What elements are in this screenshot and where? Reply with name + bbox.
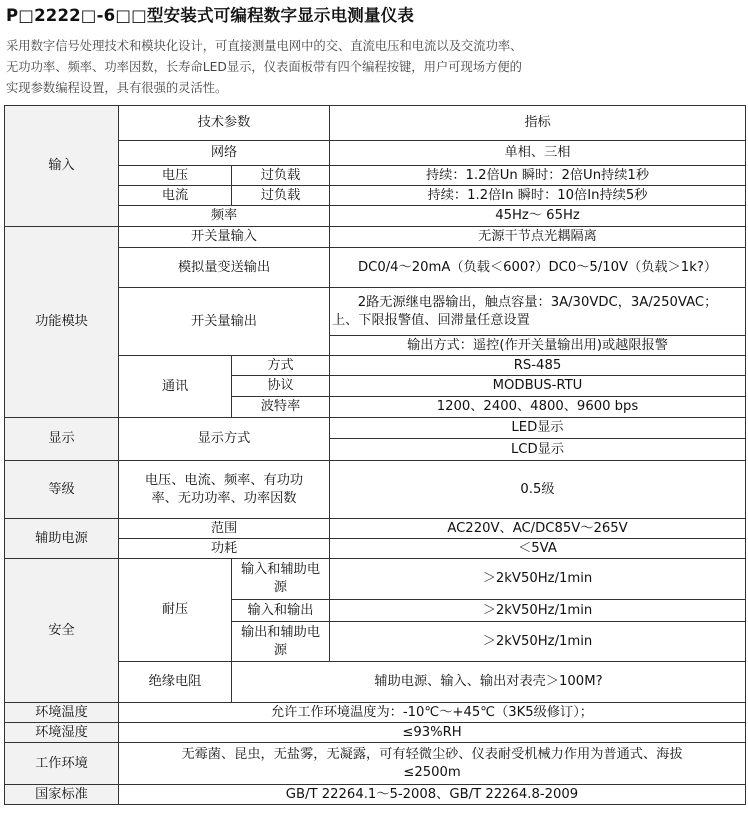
cell-label: 耐压 <box>119 559 232 662</box>
cell-sublabel-line: 输入和辅助电 <box>240 562 321 577</box>
cell-value: 0.5级 <box>330 461 746 519</box>
cell-value <box>119 743 746 785</box>
cell-sublabel-line: 源 <box>273 642 288 658</box>
table-row <box>5 785 746 805</box>
cell-sublabel: 过负载 <box>232 186 330 206</box>
cell-value: 持续：1.2倍Un 瞬时：2倍Un持续1秒 <box>330 166 746 186</box>
intro-line: 采用数字信号处理技术和模块化设计，可直接测量电网中的交、直流电压和电流以及交流功率、 <box>6 39 523 53</box>
cell-value: 持续：1.2倍In 瞬时：10倍In持续5秒 <box>330 186 746 206</box>
cell-sublabel-line: 输出和辅助电 <box>240 624 321 640</box>
spec-table <box>4 105 746 805</box>
cell-label: 开关量输入 <box>119 227 330 248</box>
cell-value-line: 上、下限报警值、回滞量任意设置 <box>332 312 530 328</box>
group-grade: 等级 <box>5 461 119 519</box>
cell-label: 电流 <box>119 186 232 206</box>
group-function-module: 功能模块 <box>5 227 119 418</box>
cell-label: 开关量输出 <box>119 288 330 356</box>
cell-label: 功耗 <box>119 539 330 559</box>
cell-value-line: 2路无源继电器输出，触点容量：3A/30VDC，3A/250VAC； <box>357 294 718 310</box>
cell-label-line: 率、无功功率、功率因数 <box>151 490 297 506</box>
group-display: 显示 <box>5 418 119 461</box>
group-input: 输入 <box>5 106 119 227</box>
cell-value: 单相、三相 <box>330 141 746 166</box>
table-row <box>5 559 746 600</box>
cell-value: ≤93%RH <box>119 723 746 743</box>
group-work-env: 工作环境 <box>5 743 119 785</box>
cell-label: 显示方式 <box>119 418 330 461</box>
cell-value: MODBUS-RTU <box>330 376 746 397</box>
cell-label: 模拟量变送输出 <box>119 248 330 288</box>
cell-value: 允许工作环境温度为：-10℃～+45℃（3K5级修订）； <box>119 703 746 723</box>
group-safety: 安全 <box>5 559 119 703</box>
cell-sublabel: 协议 <box>232 376 330 397</box>
cell-value-line: 无霉菌、昆虫，无盐雾，无凝露，可有轻微尘砂、仪表耐受机械力作用为普通式、海拔 <box>181 746 683 762</box>
cell-value: 45Hz～ 65Hz <box>330 206 746 227</box>
intro-line: 实现参数编程设置，具有很强的灵活性。 <box>6 81 228 95</box>
cell-label: 频率 <box>119 206 330 227</box>
cell-value: 1200、2400、4800、9600 bps <box>330 397 746 418</box>
cell-value: 无源干节点光耦隔离 <box>330 227 746 248</box>
cell-label: 通讯 <box>119 356 232 418</box>
header-index: 指标 <box>330 106 746 141</box>
table-row <box>5 519 746 539</box>
cell-label-line: 电压、电流、频率、有功功 <box>144 472 304 488</box>
page-title: P□2222□-6□□型安装式可编程数字显示电测量仪表 <box>6 6 415 25</box>
table-row <box>5 703 746 723</box>
cell-value: ＞2kV50Hz/1min <box>330 559 746 600</box>
cell-label: 绝缘电阻 <box>119 662 232 703</box>
cell-value: ＞2kV50Hz/1min <box>330 600 746 622</box>
cell-sublabel: 输入和输出 <box>232 600 330 622</box>
group-aux-power: 辅助电源 <box>5 519 119 559</box>
cell-label: 范围 <box>119 519 330 539</box>
cell-value: DC0/4～20mA（负载＜600?）DC0～5/10V（负载＞1k?） <box>330 248 746 288</box>
cell-label <box>119 461 330 519</box>
table-row <box>5 418 746 439</box>
intro-line: 无功功率、频率、功率因数，长寿命LED显示，仪表面板带有四个编程按键，用户可现场方便的 <box>6 60 522 74</box>
cell-value: LED显示 <box>330 418 746 439</box>
cell-sublabel <box>232 622 330 662</box>
cell-sublabel: 方式 <box>232 356 330 376</box>
group-national-std: 国家标准 <box>5 785 119 805</box>
cell-label: 网络 <box>119 141 330 166</box>
intro-paragraph <box>6 36 742 99</box>
table-row <box>5 227 746 248</box>
table-row <box>5 743 746 785</box>
group-env-humidity: 环境湿度 <box>5 723 119 743</box>
cell-value: 输出方式：遥控(作开关量输出用)或越限报警 <box>330 336 746 356</box>
cell-value: GB/T 22264.1～5-2008、GB/T 22264.8-2009 <box>119 785 746 805</box>
table-row <box>5 106 746 141</box>
cell-value: 辅助电源、输入、输出对表壳＞100M? <box>232 662 746 703</box>
cell-value: ＜5VA <box>330 539 746 559</box>
cell-value <box>330 288 746 336</box>
cell-value-line: ≤2500m <box>403 764 461 780</box>
table-row <box>5 723 746 743</box>
header-param: 技术参数 <box>119 106 330 141</box>
cell-sublabel: 过负载 <box>232 166 330 186</box>
cell-sublabel <box>232 559 330 600</box>
cell-sublabel: 波特率 <box>232 397 330 418</box>
cell-sublabel-line: 源 <box>273 580 288 595</box>
cell-label: 电压 <box>119 166 232 186</box>
table-row <box>5 461 746 519</box>
cell-value: RS-485 <box>330 356 746 376</box>
cell-value: ＞2kV50Hz/1min <box>330 622 746 662</box>
cell-value: LCD显示 <box>330 439 746 461</box>
group-env-temp: 环境温度 <box>5 703 119 723</box>
cell-value: AC220V、AC/DC85V～265V <box>330 519 746 539</box>
